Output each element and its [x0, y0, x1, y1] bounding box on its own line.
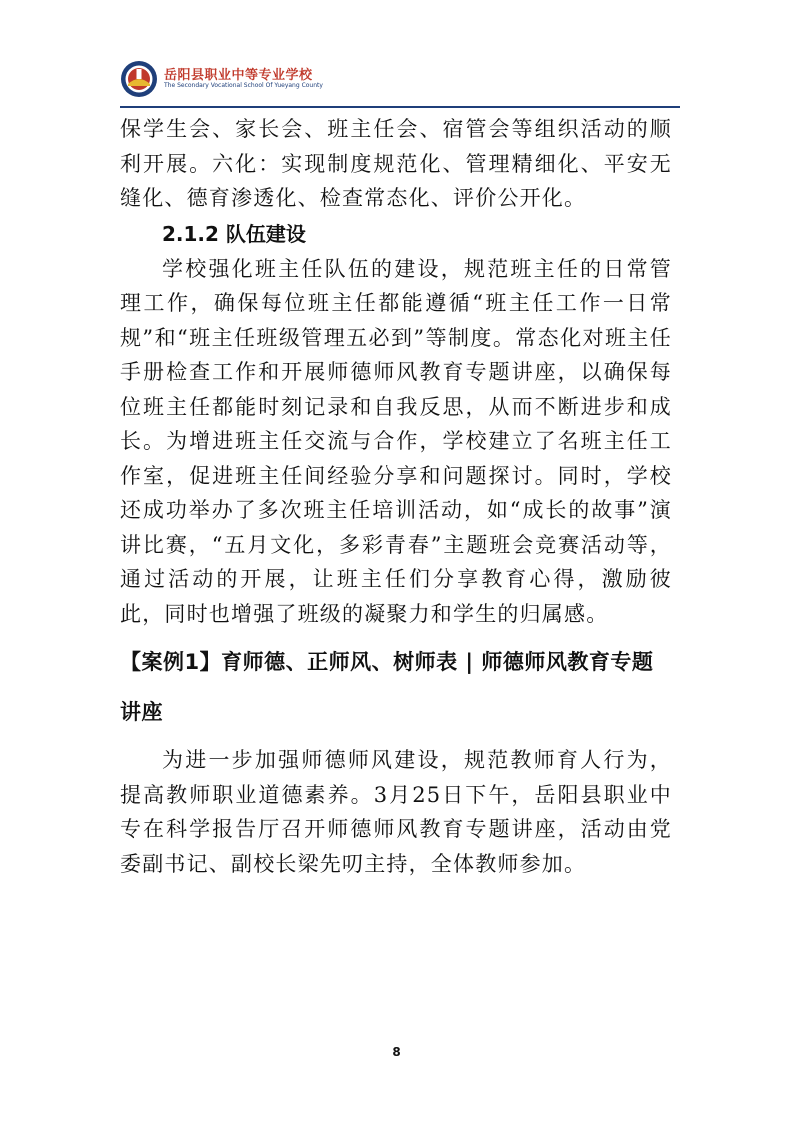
page-header — [120, 60, 680, 110]
page-number: 8 — [392, 1045, 401, 1059]
school-name-english: The Secondary Vocational School Of Yueyang County — [164, 82, 323, 89]
school-emblem-icon — [120, 60, 158, 98]
paragraph-team-building: 学校强化班主任队伍的建设，规范班主任的日常管理工作，确保每位班主任都能遵循“班主任工作一日常规”和“班主任班级管理五必到”等制度。常态化对班主任手册检查工作和开展师德师风教育专题讲座，以确保每位班主任都能时刻记录和自我反思，从而不断进步和成长。为增进班主任交流与合作，学校建立了名班主任工作室，促进班主任间经验分享和问题探讨。同时，学校还成功举办了多次班主任培训活动，如“成长的故事”演讲比赛，“五月文化，多彩青春”主题班会竞赛活动等，通过活动的开展，让班主任们分享教育心得，激励彼此，同时也增强了班级的凝聚力和学生的归属感。 — [120, 256, 672, 626]
paragraph-case-1: 为进一步加强师德师风建设，规范教师育人行为，提高教师职业道德素养。3月25日下午，岳阳县职业中专在科学报告厅召开师德师风教育专题讲座，活动由党委副书记、副校长梁先叨主持，全体教师参加。 — [120, 748, 672, 876]
paragraph-continued: 保学生会、家长会、班主任会、宿管会等组织活动的顺利开展。六化：实现制度规范化、管理精细化、平安无缝化、德育渗透化、检查常态化、评价公开化。 — [120, 117, 672, 210]
case-heading: 【案例1】育师德、正师风、树师表 | 师德师风教育专题讲座 — [120, 650, 654, 724]
header-divider — [120, 106, 680, 108]
page-content — [120, 112, 672, 881]
section-heading: 2.1.2 队伍建设 — [162, 221, 306, 246]
school-name-chinese: 岳阳县职业中等专业学校 — [164, 68, 313, 83]
